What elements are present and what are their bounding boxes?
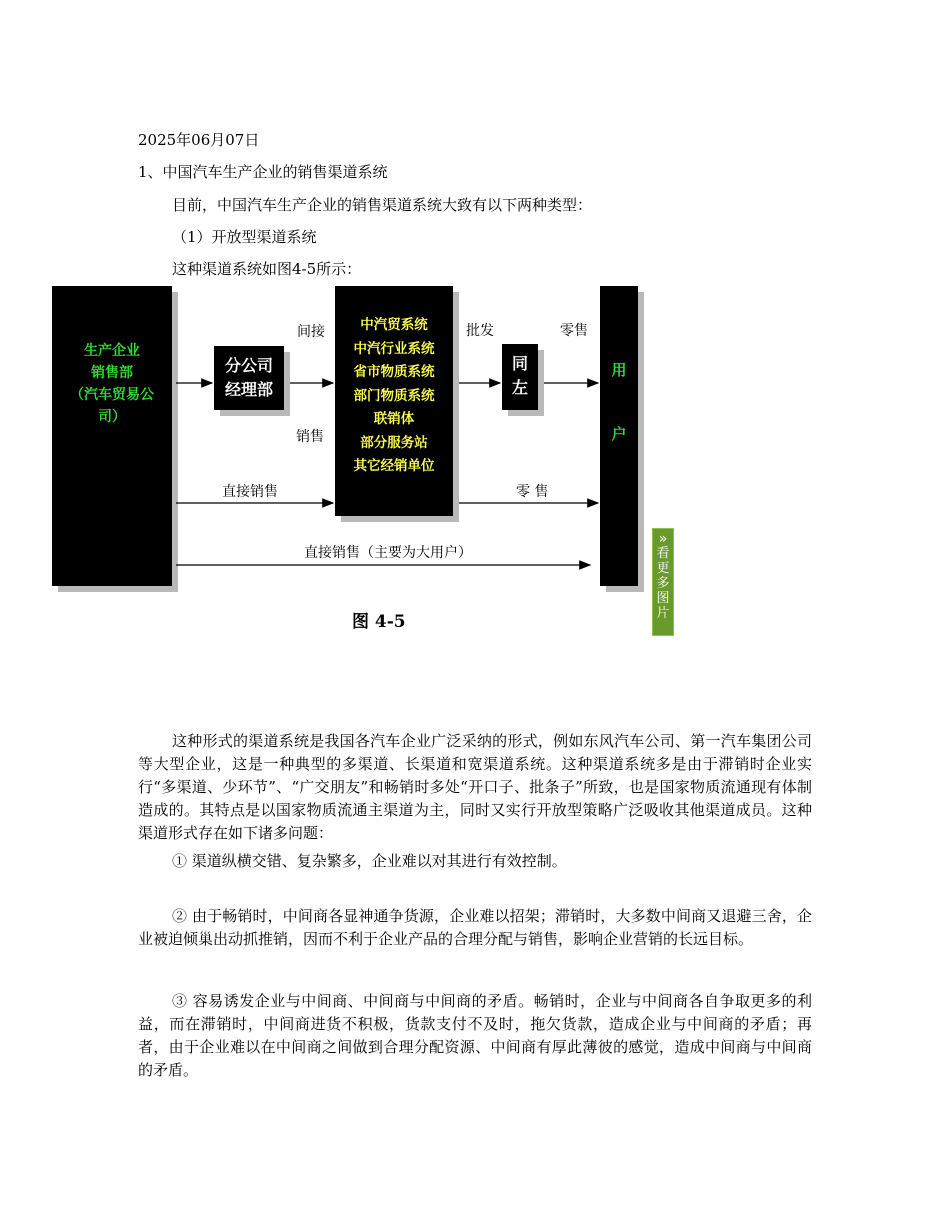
problem-item-1: ① 渠道纵横交错、复杂繁多，企业难以对其进行有效控制。	[172, 852, 567, 870]
label-retail-mid: 零 售	[516, 484, 549, 500]
intermediary-label: 中汽贸系统 中汽行业系统 省市物质系统 部门物质系统 联销体 部分服务站 其它经销单位	[353, 317, 435, 474]
label-sales: 销售	[296, 429, 324, 445]
section-heading: 1、中国汽车生产企业的销售渠道系统	[138, 163, 388, 181]
branch-label: 分公司 经理部	[224, 356, 273, 399]
label-indirect: 间接	[297, 324, 325, 340]
label-retail-top: 零售	[560, 323, 588, 339]
problem-item-2: ② 由于畅销时，中间商各显神通争货源，企业难以招架；滞销时，大多数中间商又退避三舍，企业被迫倾巢出动抓推销，因而不利于企业产品的合理分配与销售，影响企业营销的长远目标。	[138, 907, 812, 948]
intro-text: 目前，中国汽车生产企业的销售渠道系统大致有以下两种类型：	[172, 196, 593, 214]
producer-label: 生产企业 销售部 （汽车贸易公 司）	[70, 343, 154, 425]
date-line: 2025年06月07日	[138, 131, 260, 149]
label-direct-sales: 直接销售	[222, 484, 278, 500]
channel-diagram	[52, 286, 652, 606]
figure-reference: 这种渠道系统如图4-5所示：	[172, 260, 362, 278]
subheading: （1）开放型渠道系统	[172, 228, 317, 246]
body-paragraph-1: 这种形式的渠道系统是我国各汽车企业广泛采纳的形式，例如东风汽车公司、第一汽车集团公司等大型企业，这是一种典型的多渠道、长渠道和宽渠道系统。这种渠道系统多是由于滞销时企业实行“多渠道、少环节”、“广交朋友”和畅销时多处“开口子、批条子”所致，也是国家物质流通现有体制造成的。其特点是以国家物质流通主渠道为主，同时又实行开放型策略广泛吸收其他渠道成员。这种渠道形式存在如下诸多问题：	[138, 732, 812, 842]
problem-item-3: ③ 容易诱发企业与中间商、中间商与中间商的矛盾。畅销时，企业与中间商各自争取更多的利益，而在滞销时，中间商进货不积极，货款支付不及时，拖欠货款，造成企业与中间商的矛盾；再者，由于企业难以在中间商之间做到合理分配资源、中间商有厚此薄彼的感觉，造成中间商与中间商的矛盾。	[138, 992, 812, 1079]
double-chevron-icon: »	[658, 531, 668, 547]
more-images-button[interactable]	[652, 528, 674, 636]
figure-caption: 图 4-5	[352, 612, 406, 632]
more-images-label: 看更多图片	[656, 546, 670, 621]
same-left-label: 同 左	[511, 354, 528, 397]
label-direct-big: 直接销售（主要为大用户）	[304, 545, 472, 561]
user-label: 用 户	[611, 361, 627, 443]
label-wholesale: 批发	[466, 323, 494, 339]
